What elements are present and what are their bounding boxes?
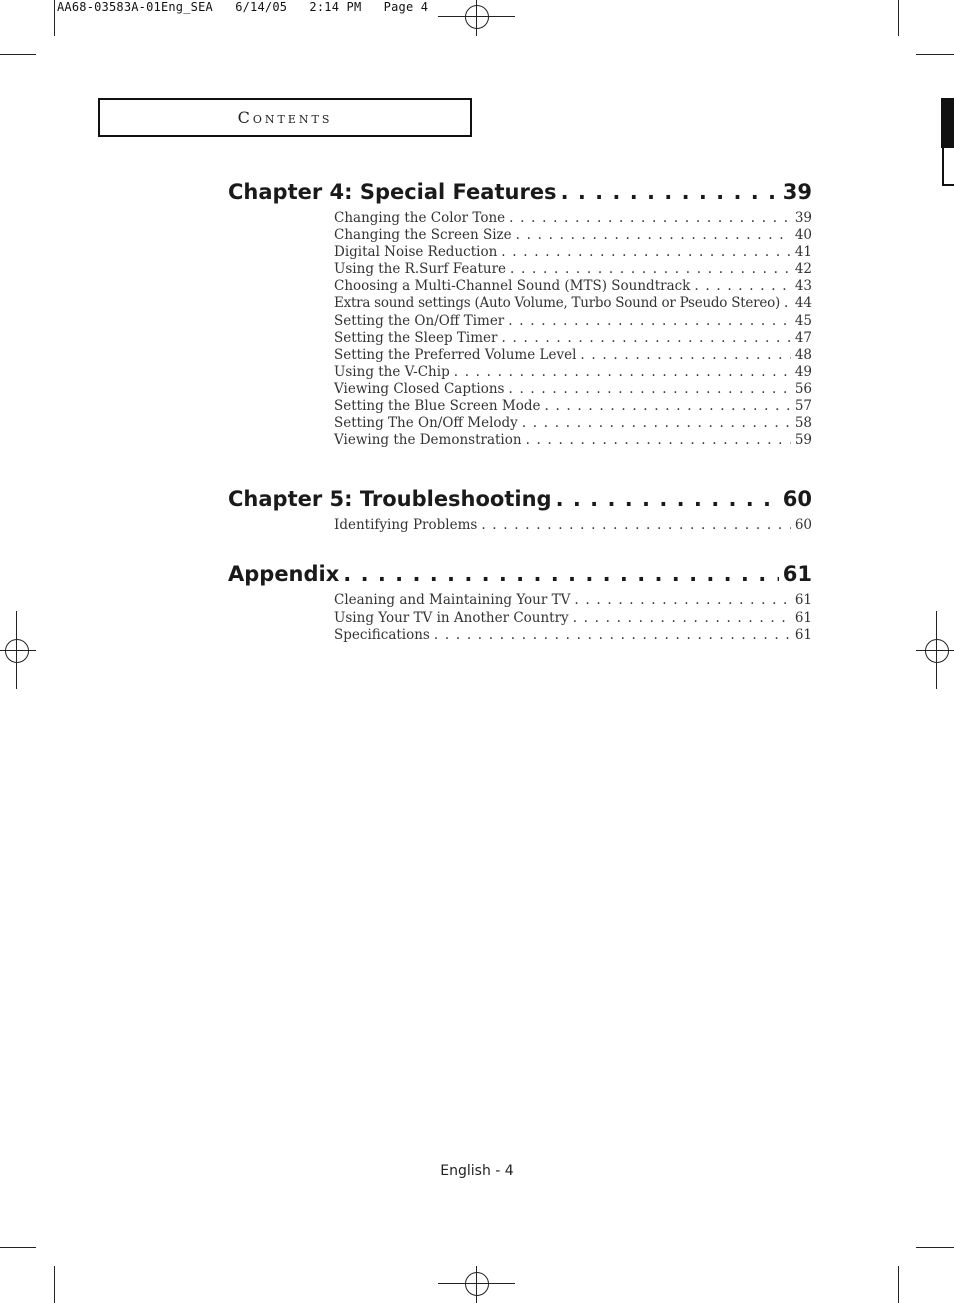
entry-label: Setting the Blue Screen Mode	[334, 398, 541, 415]
dot-leader	[481, 517, 791, 534]
crop-mark-top-left-h	[0, 54, 36, 55]
crop-mark-bottom-right-h	[916, 1247, 954, 1248]
entry-page: 49	[794, 363, 812, 380]
dot-leader	[501, 330, 790, 347]
chapter-entries	[228, 517, 812, 534]
entry-page: 56	[794, 380, 812, 397]
dot-leader	[508, 381, 790, 398]
entry-label: Using Your TV in Another Country	[334, 609, 569, 626]
crop-mark-top-right-h	[916, 54, 954, 55]
dot-leader	[510, 261, 791, 278]
entry-page: 48	[794, 346, 812, 363]
entry-label: Viewing the Demonstration	[334, 432, 522, 449]
toc-entry[interactable]	[334, 517, 812, 534]
toc-entry[interactable]	[334, 592, 812, 609]
chapter-title: Chapter 5: Troubleshooting	[228, 487, 552, 512]
toc-entry[interactable]	[334, 244, 812, 261]
toc-entry[interactable]	[334, 364, 812, 381]
entry-page: 57	[794, 398, 812, 415]
dot-leader	[343, 556, 778, 592]
dot-leader	[574, 592, 790, 609]
toc-section-appendix	[228, 556, 812, 643]
entry-label: Changing the Screen Size	[334, 227, 512, 244]
entry-page: 61	[794, 592, 812, 609]
toc-entry[interactable]	[334, 261, 812, 278]
crop-mark-bottom-left-v	[54, 1266, 55, 1303]
entry-label: Identifying Problems	[334, 517, 478, 534]
toc-section-chapter-4	[228, 174, 812, 449]
section-spacer	[228, 534, 812, 556]
section-spacer	[228, 449, 812, 481]
crop-mark-bottom-left-h	[0, 1247, 36, 1248]
dot-leader	[526, 432, 791, 449]
entry-page: 61	[794, 626, 812, 643]
entry-page: 47	[794, 329, 812, 346]
entry-page: 60	[794, 517, 812, 534]
entry-label: Specifications	[334, 626, 430, 643]
entry-page: 39	[794, 210, 812, 226]
section-tab-outline	[942, 148, 954, 186]
entry-label: Cleaning and Maintaining Your TV	[334, 592, 571, 609]
toc-section-chapter-5	[228, 481, 812, 534]
contents-title: Contents	[237, 108, 333, 127]
toc-entry[interactable]	[334, 627, 812, 644]
dot-leader	[784, 295, 791, 312]
entry-page: 43	[794, 278, 812, 295]
chapter-title: Appendix	[228, 562, 340, 587]
toc-entry[interactable]	[334, 278, 812, 295]
dot-leader	[522, 415, 791, 432]
table-of-contents	[228, 174, 812, 644]
dot-leader	[501, 244, 791, 261]
entry-label: Setting The On/Off Melody	[334, 415, 518, 432]
entry-label: Setting the On/Off Timer	[334, 312, 505, 329]
page-footer: English - 4	[440, 1163, 514, 1179]
entry-page: 61	[794, 609, 812, 626]
toc-entry[interactable]	[334, 330, 812, 347]
chapter-heading[interactable]	[228, 174, 812, 210]
entry-label: Using the R.Surf Feature	[334, 261, 507, 278]
dot-leader	[580, 347, 790, 364]
chapter-page: 60	[782, 487, 812, 512]
entry-page: 44	[794, 295, 812, 312]
section-tab-marker	[941, 98, 954, 148]
toc-entry[interactable]	[334, 347, 812, 364]
entry-label: Setting the Sleep Timer	[334, 329, 498, 346]
entry-label: Using the V-Chip	[334, 363, 450, 380]
contents-header-box	[98, 98, 472, 137]
toc-entry[interactable]	[334, 295, 812, 312]
entry-page: 42	[794, 261, 812, 278]
crop-mark-bottom-right-v	[898, 1266, 899, 1303]
chapter-heading[interactable]	[228, 556, 812, 592]
chapter-entries	[228, 210, 812, 449]
dot-leader	[508, 313, 791, 330]
entry-page: 41	[794, 244, 812, 261]
entry-label: Viewing Closed Captions	[334, 380, 505, 397]
dot-leader	[434, 627, 791, 644]
chapter-page: 61	[782, 562, 812, 587]
toc-entry[interactable]	[334, 227, 812, 244]
crop-mark-top-left-v	[54, 0, 55, 36]
toc-entry[interactable]	[334, 313, 812, 330]
dot-leader	[454, 364, 791, 381]
entry-label: Choosing a Multi-Channel Sound (MTS) Soundtrack	[334, 278, 691, 295]
dot-leader	[544, 398, 790, 415]
chapter-heading[interactable]	[228, 481, 812, 517]
toc-entry[interactable]	[334, 398, 812, 415]
toc-entry[interactable]	[334, 415, 812, 432]
dot-leader	[509, 210, 791, 227]
entry-page: 40	[794, 227, 812, 244]
toc-entry[interactable]	[334, 610, 812, 627]
chapter-title: Chapter 4: Special Features	[228, 180, 557, 204]
dot-leader	[561, 174, 779, 210]
entry-page: 58	[794, 415, 812, 432]
chapter-page: 39	[782, 180, 812, 204]
crop-mark-top-right-v	[898, 0, 899, 36]
dot-leader	[694, 278, 790, 295]
entry-label: Digital Noise Reduction	[334, 244, 498, 261]
entry-label: Changing the Color Tone	[334, 210, 506, 226]
print-slug: AA68-03583A-01Eng_SEA 6/14/05 2:14 PM Page 4	[57, 0, 429, 14]
entry-label: Setting the Preferred Volume Level	[334, 346, 577, 363]
entry-label: Extra sound settings (Auto Volume, Turbo Sound or Pseudo Stereo)	[334, 295, 780, 312]
toc-entry[interactable]	[334, 210, 812, 227]
toc-entry[interactable]	[334, 381, 812, 398]
chapter-entries	[228, 592, 812, 643]
entry-page: 45	[794, 312, 812, 329]
dot-leader	[573, 610, 791, 627]
dot-leader	[516, 227, 791, 244]
toc-entry[interactable]	[334, 432, 812, 449]
dot-leader	[556, 481, 779, 517]
entry-page: 59	[794, 432, 812, 449]
